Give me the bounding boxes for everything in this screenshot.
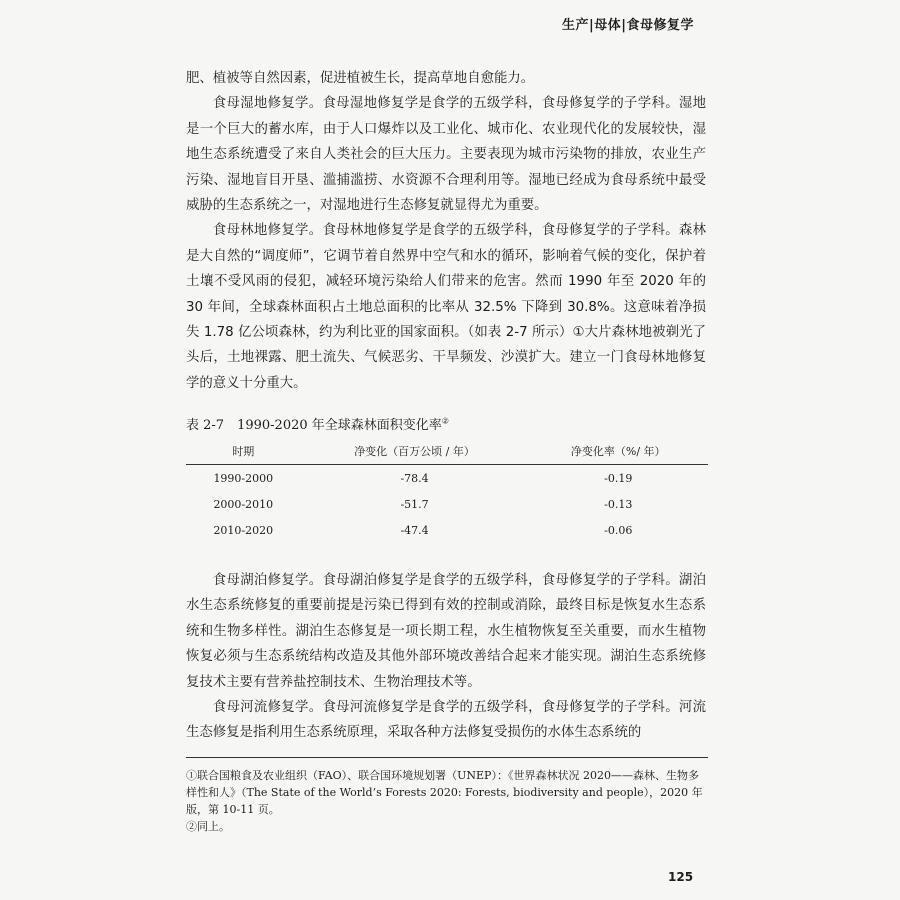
paragraph-forest: 食母林地修复学。食母林地修复学是食学的五级学科，食母修复学的子学科。森林是大自然的“调度师”，它调节着自然界中空气和水的循环，影响着气候的变化，保护着土壤不受风雨的侵犯，减轻环境污染给人们带来的危害。然而 1990 年至 2020 年的 30 年间，全球森林面积占土地总面积的比率从 32.5% 下降到 30.8%。这意味着净损失 1.78 亿公顷森林，约为利比亚的国家面积。（如表 2-7 所示）①大片森林地被剃光了头后，土地裸露、肥土流失、气候恶劣、干旱频发、沙漠扩大。建立一门食母林地修复学的意义十分重大。 [186,223,706,391]
paragraph-grassland-end: 肥、植被等自然因素，促进植被生长，提高草地自愈能力。 [186,71,535,86]
table-title: 表 2-7 1990-2020 年全球森林面积变化率 [186,418,442,433]
cell-net-rate: -0.06 [604,523,633,537]
body-text-top [186,66,706,396]
footnote-1: ①联合国粮食及农业组织（FAO）、联合国环境规划署（UNEP）：《世界森林状况 2020——森林、生物多样性和人》（The State of the World’s Forests 2020: Forests, biodiversity and people），2020 年版，第 10-11 页。 [186,769,703,816]
cell-net-rate: -0.19 [604,471,633,485]
footnote-divider [186,757,708,758]
paragraph-lake: 食母湖泊修复学。食母湖泊修复学是食学的五级学科，食母修复学的子学科。湖泊水生态系统修复的重要前提是污染已得到有效的控制或消除，最终目标是恢复水生态系统和生物多样性。湖泊生态修复是一项长期工程，水生植物恢复至关重要，而水生植物恢复必须与生态系统结构改造及其他外部环境改善结合起来才能实现。湖泊生态系统修复技术主要有营养盐控制技术、生物治理技术等。 [186,573,706,690]
cell-net-rate: -0.13 [604,497,633,511]
cell-period: 2000-2010 [213,497,274,511]
running-header: 生产|母体|食母修复学 [562,18,694,33]
header-net-rate: 净变化率（%/ 年） [528,437,708,465]
forest-change-table [186,437,708,543]
cell-net-change: -51.7 [400,497,429,511]
table-note-mark: ② [441,416,449,426]
page-number: 125 [668,870,694,884]
cell-net-change: -47.4 [400,523,429,537]
body-text-bottom [186,568,706,746]
cell-period: 2010-2020 [213,523,274,537]
header-net-change: 净变化（百万公顷 / 年） [301,437,529,465]
footnotes [186,767,708,835]
header-period: 时期 [186,437,301,465]
cell-net-change: -78.4 [400,471,429,485]
cell-period: 1990-2000 [213,471,274,485]
table-header-row [186,437,708,465]
table-row [186,491,708,517]
paragraph-river: 食母河流修复学。食母河流修复学是食学的五级学科，食母修复学的子学科。河流生态修复是指利用生态系统原理，采取各种方法修复受损伤的水体生态系统的 [186,700,706,741]
table-row [186,517,708,543]
paragraph-wetland: 食母湿地修复学。食母湿地修复学是食学的五级学科，食母修复学的子学科。湿地是一个巨大的蓄水库，由于人口爆炸以及工业化、城市化、农业现代化的发展较快，湿地生态系统遭受了来自人类社会的巨大压力。主要表现为城市污染物的排放，农业生产污染、湿地盲目开垦、滥捕滥捞、水资源不合理利用等。湿地已经成为食母系统中最受威胁的生态系统之一，对湿地进行生态修复就显得尤为重要。 [186,96,706,214]
footnote-2: ②同上。 [186,820,230,833]
table-caption [186,414,449,433]
table-row [186,465,708,492]
